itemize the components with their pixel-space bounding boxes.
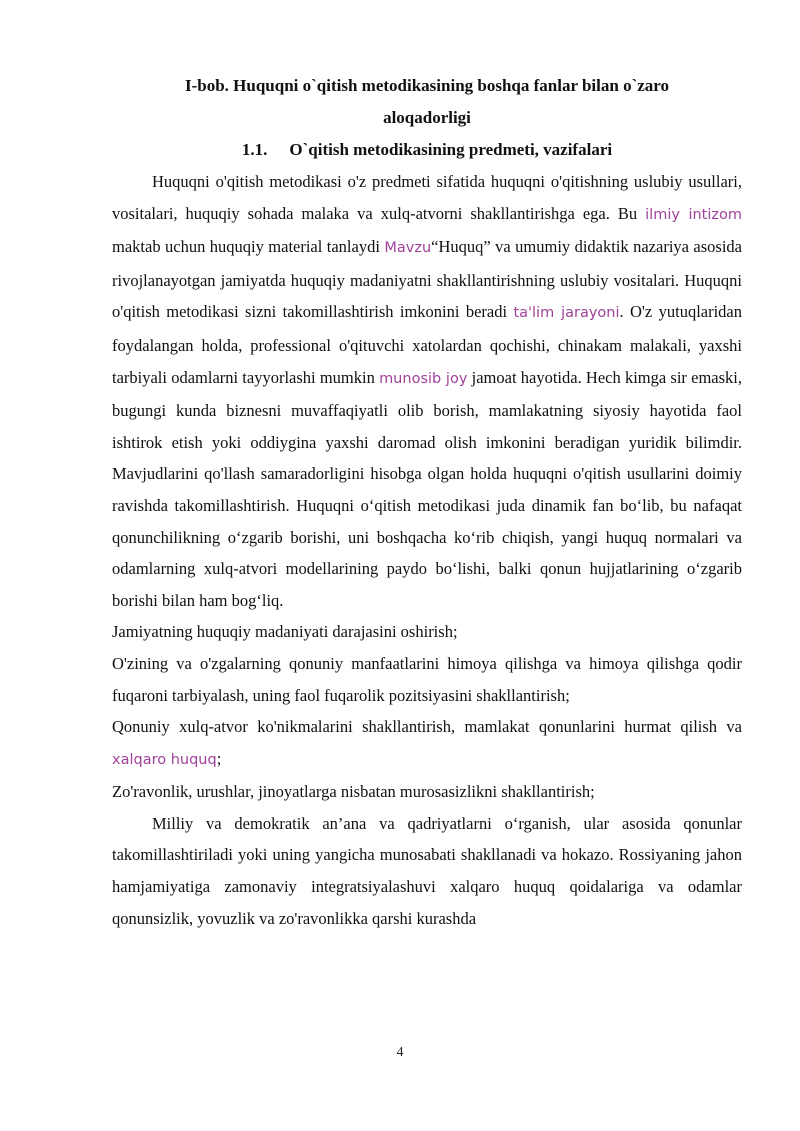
list-item-1: Jamiyatning huquqiy madaniyati darajasini oshirish; bbox=[112, 622, 458, 642]
link-munosib-joy[interactable]: munosib joy bbox=[379, 370, 468, 387]
link-mavzu[interactable]: Mavzu bbox=[384, 240, 432, 257]
link-xalqaro-huquq[interactable]: xalqaro huquq bbox=[112, 751, 217, 768]
list-item-4: Zo'ravonlik, urushlar, jinoyatlarga nisbatan murosasizlikni shakllantirish; bbox=[112, 782, 595, 802]
paragraph-text: ; bbox=[216, 748, 222, 768]
paragraph-text: Qonuniy xulq-atvor ko'nikmalarini shakllantirish, mamlakat qonunlarini hurmat qilish va bbox=[112, 717, 742, 737]
paragraph-text: maktab uchun huquqiy material tanlaydi bbox=[112, 237, 385, 257]
link-ilmiy-intizom[interactable]: ilmiy intizom bbox=[645, 206, 742, 223]
document-page bbox=[112, 70, 742, 934]
paragraph-2: Milliy va demokratik an’ana va qadriyatlarni o‘rganish, ular asosida qonunlar takomillashtiriladi yoki uning yangicha munosabati shakllanadi va hokazo. Rossiyaning jahon hamjamiyatiga zamonaviy integratsiyalashuvi xalqaro huquq qoidalariga va odamlar qonunsizlik, yovuzlik va zo'ravonlikka qarshi kurashda bbox=[112, 813, 742, 928]
paragraph-1 bbox=[112, 166, 742, 616]
section-number: 1.1. bbox=[241, 140, 268, 159]
section-title: O`qitish metodikasining predmeti, vazifalari bbox=[289, 140, 613, 159]
chapter-title-line2: aloqadorligi bbox=[383, 108, 471, 127]
section-heading bbox=[112, 134, 742, 166]
chapter-title-line1: I-bob. Huquqni o`qitish metodikasining boshqa fanlar bilan o`zaro bbox=[184, 76, 670, 95]
page-number: 4 bbox=[396, 1045, 404, 1060]
list-item-2: O'zining va o'zgalarning qonuniy manfaatlarini himoya qilishga va himoya qilishga qodir fuqaroni tarbiyalash, uning faol fuqarolik pozitsiyasini shakllantirish; bbox=[112, 653, 742, 705]
list-item-3 bbox=[112, 711, 742, 776]
paragraph-text: jamoat hayotida. Hech kimga sir emaski, bugungi kunda biznesni muvaffaqiyatli olib borish, mamlakatning siyosiy hayotida faol ishtirok etish yoki oddiygina yaxshi daromad olish imkonini beradigan yuridik bilimdir. Mavjudlarini qo'llash samaradorligini hisobga olgan holda huquqni o'qitish usullarini doimiy ravishda takomillashtirish. Huquqni o‘qitish metodikasi juda dinamik fan bo‘lib, bu nafaqat qonunchilikning o‘zgarib borishi, uni boshqacha ko‘rib chiqish, yangi huquq normalari va odamlarning xulq-atvori modellarining paydo bo‘lishi, balki qonun hujjatlarining o‘zgarib borishi bilan ham bog‘liq. bbox=[112, 367, 742, 610]
paragraph-text: “Huquq” va umumiy didaktik nazariya asosida rivojlanayotgan jamiyatda huquqiy madaniyatni shakllantirishning uslubiy vositalari. Huquqni o'qitish metodikasi sizni takomillashtirish imkonini beradi bbox=[112, 237, 742, 322]
paragraph-text: . O'z yutuqlaridan foydalangan holda, professional o'qituvchi xatolardan qochishi, chinakam malakali, yaxshi tarbiyali odamlarni tayyorlashi mumkin bbox=[112, 302, 743, 387]
chapter-title bbox=[112, 70, 742, 134]
paragraph-text: Huquqni o'qitish metodikasi o'z predmeti sifatida huquqni o'qitishning uslubiy usullari, vositalari, huquqiy sohada malaka va xulq-atvorni shakllantirishga ega. Bu bbox=[112, 172, 742, 223]
link-talim-jarayoni[interactable]: ta'lim jarayoni bbox=[513, 305, 620, 322]
